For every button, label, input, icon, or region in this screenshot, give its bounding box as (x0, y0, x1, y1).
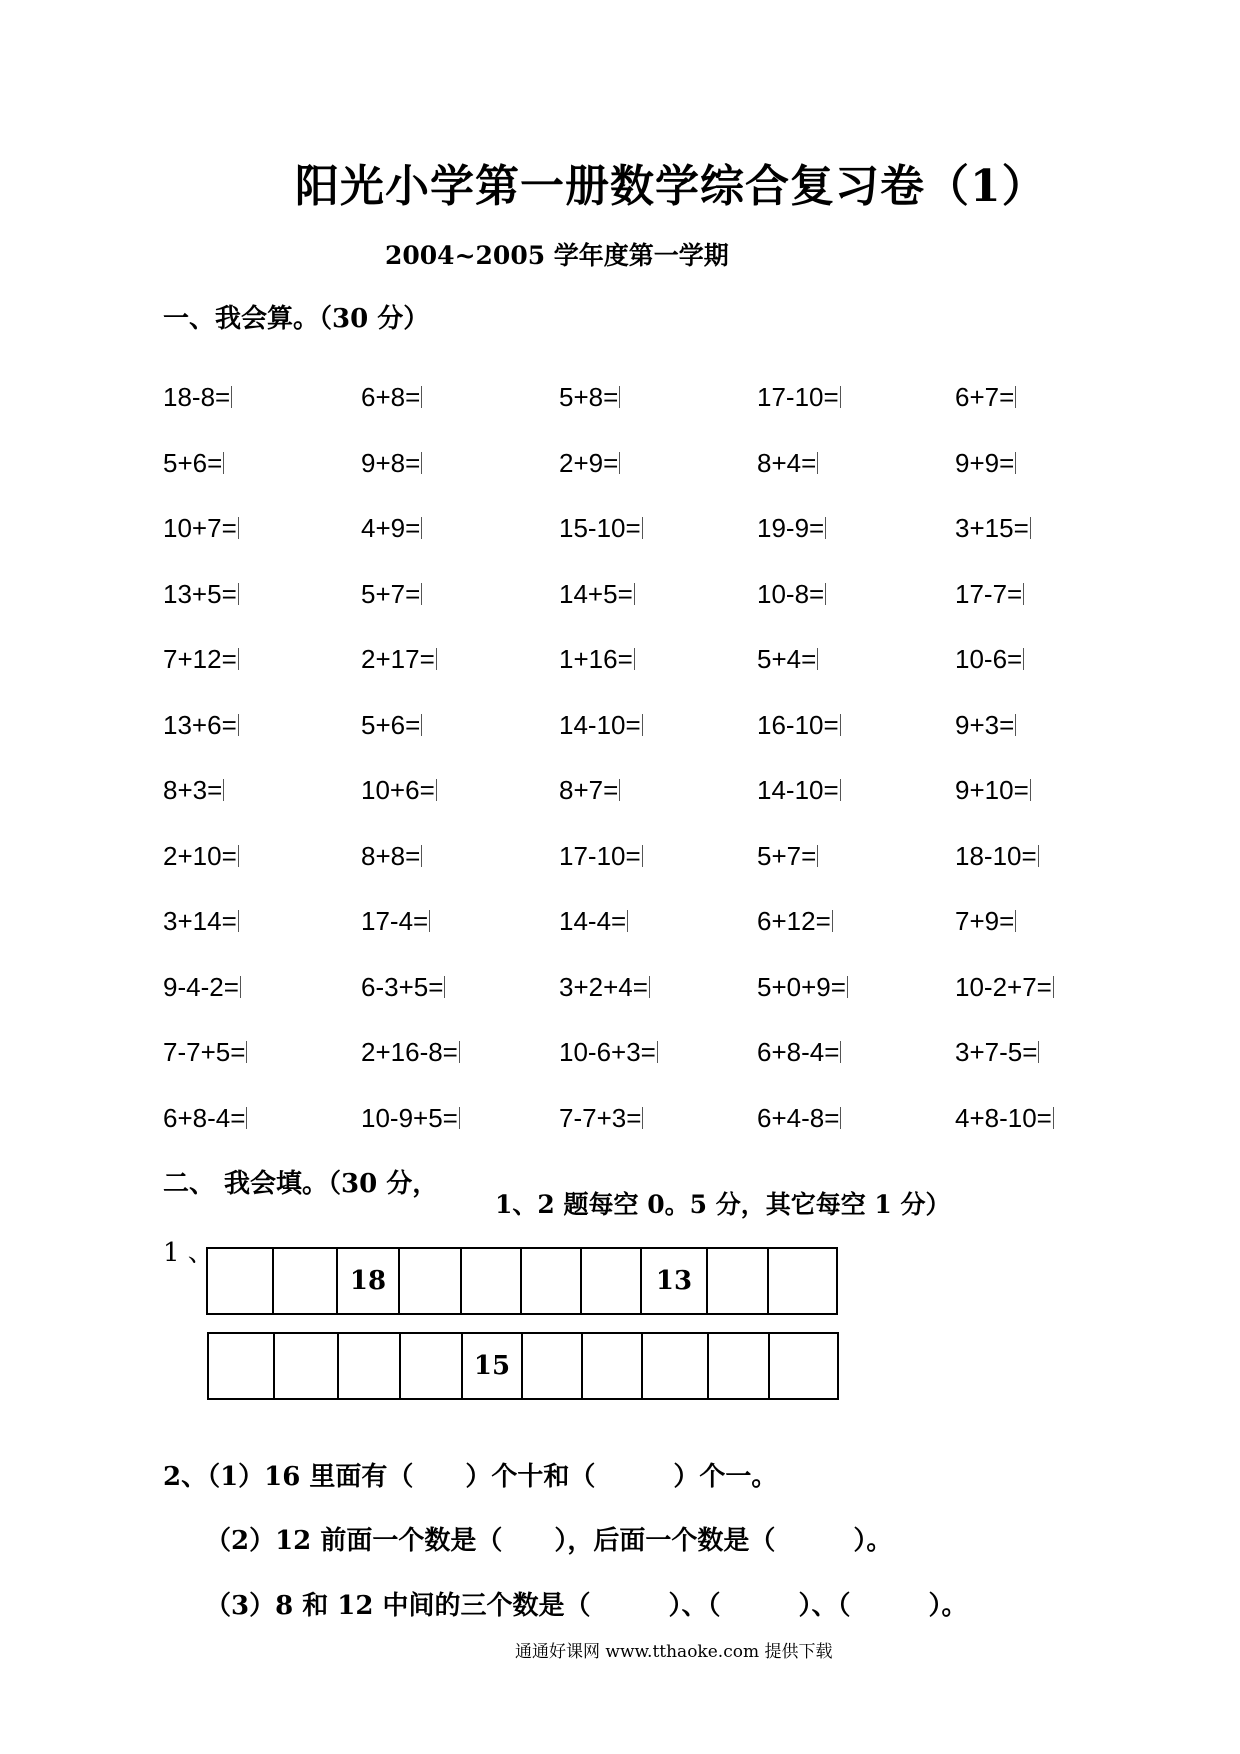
sequence-cell[interactable] (643, 1334, 709, 1398)
calc-problem: 8+8= (361, 840, 421, 871)
page-subtitle: 2004~2005 学年度第一学期 (385, 241, 729, 270)
calc-problem: 5+8= (559, 382, 619, 412)
footer-source: 通通好课网 www.tthaoke.com 提供下载 (515, 1642, 833, 1662)
calc-problem: 3+2+4= (559, 971, 648, 1002)
calc-problem: 2+9= (559, 447, 619, 478)
calc-row (163, 906, 1063, 946)
sequence-cell[interactable] (583, 1334, 643, 1398)
calc-problem: 6+8-4= (757, 1037, 840, 1067)
calc-problem: 9+3= (955, 709, 1015, 740)
question1-label: 1 、 (163, 1238, 214, 1268)
sequence-cell[interactable] (582, 1249, 642, 1313)
sequence-cell[interactable] (523, 1334, 583, 1398)
sequence-cell[interactable] (274, 1249, 338, 1313)
number-sequence-1 (206, 1247, 838, 1315)
number-sequence-2 (207, 1332, 839, 1400)
calc-problem: 14+5= (559, 578, 633, 609)
calc-problem: 6+8-4= (163, 1102, 246, 1133)
calc-problem: 3+15= (955, 513, 1029, 543)
section2-scoring-note: 1、2 题每空 0。5 分，其它每空 1 分） (495, 1190, 951, 1219)
calc-problem: 5+7= (361, 578, 421, 609)
calc-problem: 10-9+5= (361, 1102, 458, 1133)
calc-problem: 18-10= (955, 840, 1037, 871)
calc-problem: 9+8= (361, 447, 421, 478)
calc-problem: 8+4= (757, 447, 817, 478)
sequence-cell[interactable] (769, 1249, 830, 1313)
calc-row (163, 972, 1063, 1012)
calc-row (163, 644, 1063, 684)
calc-problem: 10-2+7= (955, 971, 1052, 1002)
calc-problem: 9+10= (955, 775, 1029, 805)
calc-problem: 6+7= (955, 382, 1015, 412)
sequence-cell: 18 (338, 1249, 400, 1313)
sequence-cell[interactable] (708, 1249, 769, 1313)
calc-row (163, 1037, 1063, 1077)
calc-problem: 3+7-5= (955, 1037, 1038, 1067)
calc-problem: 3+14= (163, 906, 237, 936)
calc-problem: 9-4-2= (163, 971, 239, 1002)
section2-heading: 二、 我会填。（30 分， (163, 1169, 439, 1199)
calc-problem: 8+7= (559, 775, 619, 805)
calc-problem: 2+16-8= (361, 1037, 458, 1067)
calc-problem: 2+17= (361, 644, 435, 674)
calc-problem: 10-8= (757, 578, 825, 609)
calc-problem: 7+12= (163, 644, 237, 674)
sequence-cell[interactable] (209, 1334, 275, 1398)
calc-row (163, 775, 1063, 815)
sequence-cell[interactable] (275, 1334, 339, 1398)
calc-problem: 10+6= (361, 775, 435, 805)
section1-heading: 一、我会算。（30 分） (163, 304, 430, 334)
calc-problem: 9+9= (955, 447, 1015, 478)
sequence-cell: 13 (642, 1249, 708, 1313)
calc-problem: 13+5= (163, 578, 237, 609)
calc-problem: 14-10= (559, 709, 641, 740)
calc-problem: 7-7+3= (559, 1102, 642, 1133)
calc-problem: 6+8= (361, 382, 421, 412)
calc-problem: 15-10= (559, 513, 641, 543)
calc-problem: 2+10= (163, 840, 237, 871)
calc-problem: 6+12= (757, 906, 831, 936)
sequence-cell[interactable] (208, 1249, 274, 1313)
calc-row (163, 1103, 1063, 1143)
sequence-cell[interactable] (522, 1249, 582, 1313)
calc-problem: 5+6= (361, 709, 421, 740)
calc-problem: 14-4= (559, 906, 627, 936)
sequence-cell[interactable] (401, 1334, 463, 1398)
sequence-cell: 15 (463, 1334, 523, 1398)
question2-part3: （3）8 和 12 中间的三个数是（ ）、（ ）、（ ）。 (205, 1591, 968, 1621)
sequence-cell[interactable] (339, 1334, 401, 1398)
question2-part1: 2、（1）16 里面有（ ）个十和（ ）个一。 (163, 1462, 778, 1492)
calc-problem: 5+4= (757, 644, 817, 674)
calc-problem: 7+9= (955, 906, 1015, 936)
sequence-cell[interactable] (770, 1334, 831, 1398)
calc-problem: 17-7= (955, 578, 1023, 609)
question2-part2: （2）12 前面一个数是（ ），后面一个数是（ ）。 (205, 1526, 893, 1556)
calc-problem: 8+3= (163, 775, 223, 805)
calc-problem: 17-10= (559, 840, 641, 871)
calc-problem: 4+9= (361, 513, 421, 543)
calc-problem: 16-10= (757, 709, 839, 740)
calc-problem: 1+16= (559, 644, 633, 674)
calc-row (163, 841, 1063, 881)
calc-problem: 5+0+9= (757, 971, 846, 1002)
calc-problem: 10+7= (163, 513, 237, 543)
calc-row (163, 513, 1063, 553)
sequence-cell[interactable] (400, 1249, 462, 1313)
sequence-cell[interactable] (709, 1334, 770, 1398)
calc-problem: 4+8-10= (955, 1102, 1052, 1133)
calc-problem: 10-6= (955, 644, 1023, 674)
sequence-cell[interactable] (462, 1249, 522, 1313)
calc-problem: 10-6+3= (559, 1037, 656, 1067)
calc-problem: 13+6= (163, 709, 237, 740)
calc-problem: 5+7= (757, 840, 817, 871)
calc-row (163, 448, 1063, 488)
calc-problem: 19-9= (757, 513, 825, 543)
page-title: 阳光小学第一册数学综合复习卷（1） (295, 161, 1047, 212)
calc-problem: 17-10= (757, 382, 839, 412)
calc-row (163, 579, 1063, 619)
calc-problem: 17-4= (361, 906, 429, 936)
calc-problem: 7-7+5= (163, 1037, 246, 1067)
calc-problem: 5+6= (163, 447, 223, 478)
calc-row (163, 382, 1063, 422)
calc-problem: 18-8= (163, 382, 231, 412)
calc-problem: 14-10= (757, 775, 839, 805)
calc-row (163, 710, 1063, 750)
calc-problem: 6+4-8= (757, 1102, 840, 1133)
calc-problem: 6-3+5= (361, 971, 444, 1002)
